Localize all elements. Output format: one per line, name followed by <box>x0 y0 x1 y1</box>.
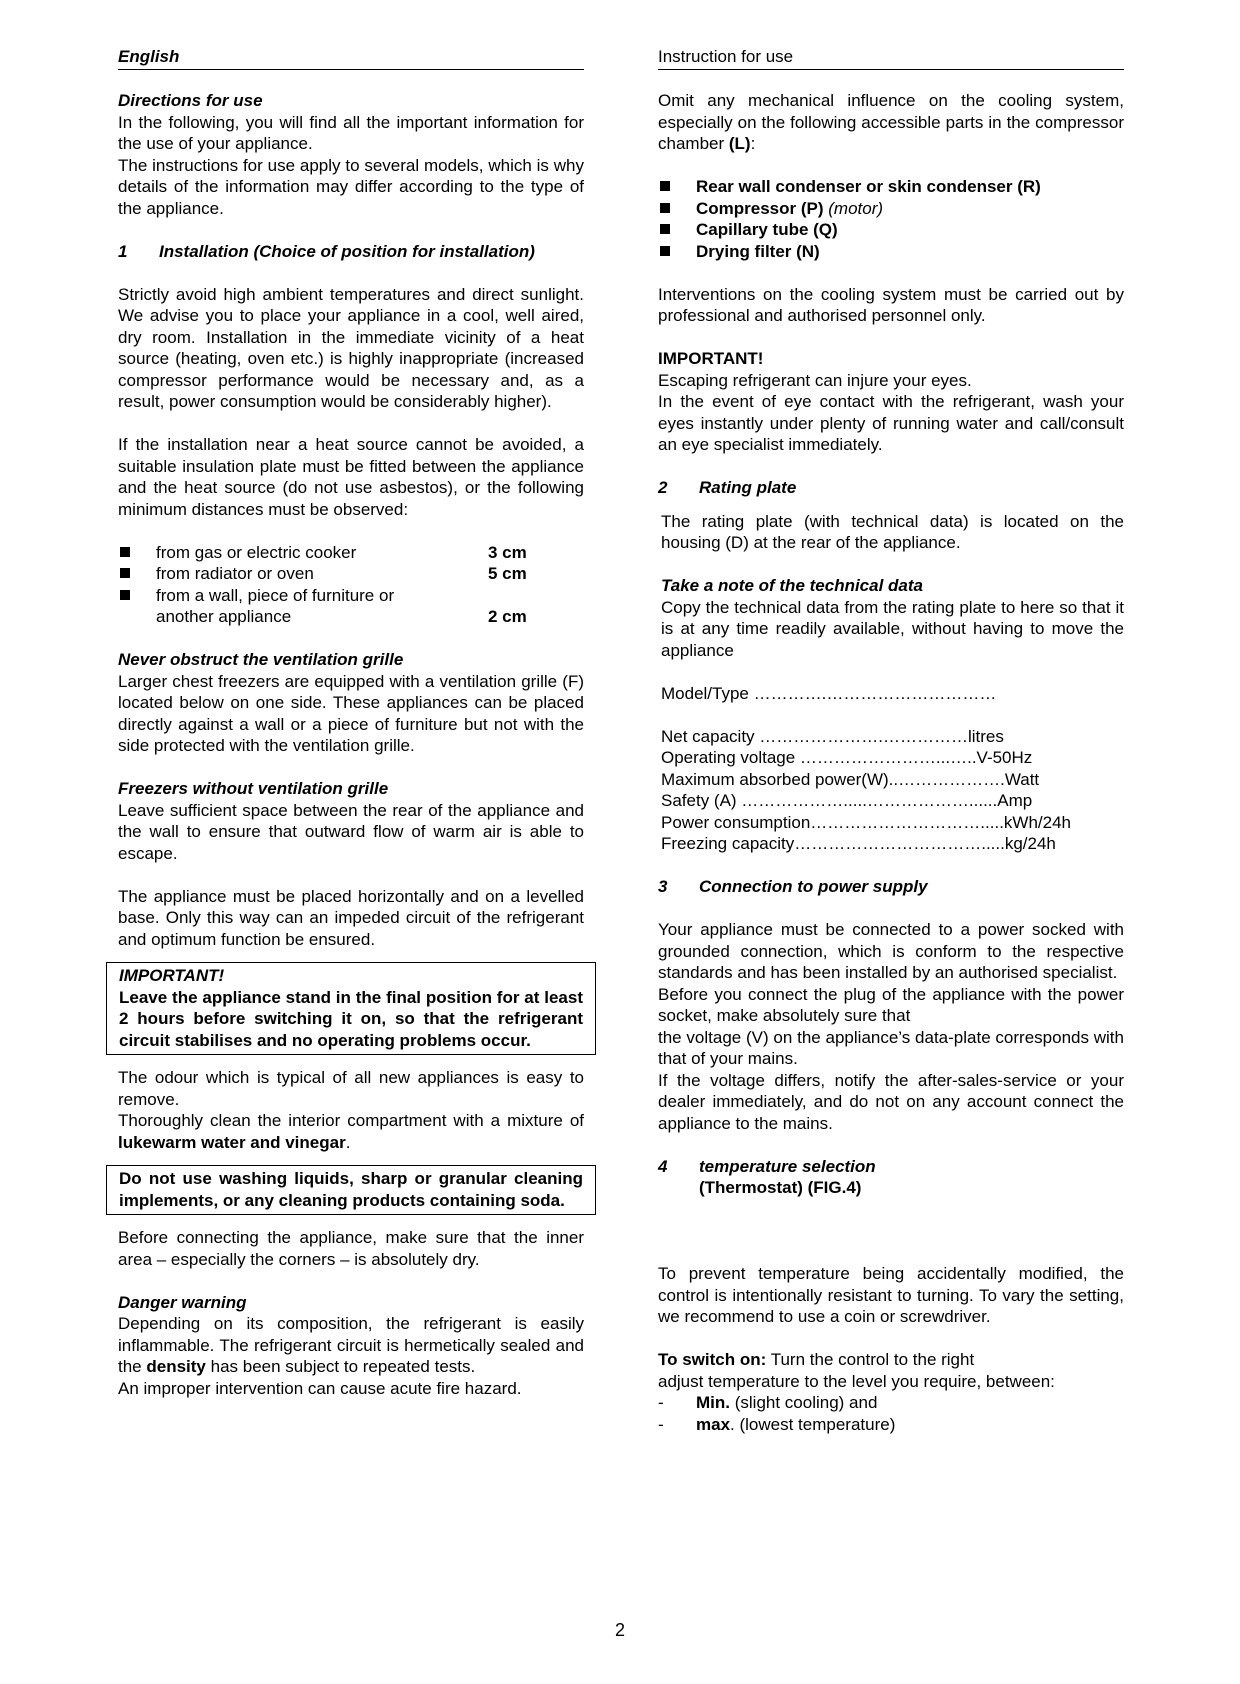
section-3-number: 3 <box>658 877 668 896</box>
important-box <box>106 962 596 1055</box>
danger-title: Danger warning <box>118 1292 247 1312</box>
switch-on-line: To switch on: Turn the control to the right <box>658 1350 975 1369</box>
important-paragraph-1: Escaping refrigerant can injure your eyes. <box>658 370 972 390</box>
document-header: Instruction for use <box>658 46 1124 70</box>
tech-line-safety: Safety (A) ……………….....………………......Amp <box>661 791 1033 810</box>
list-item <box>118 606 584 628</box>
tech-line-power: Maximum absorbed power(W)..……………….Watt <box>661 769 1040 789</box>
section-1-number: 1 <box>118 241 128 261</box>
list-item <box>118 542 584 564</box>
dry-paragraph: Before connecting the appliance, make sure that the inner area – especially the corners – is absolutely dry. <box>118 1228 584 1269</box>
page-number: 2 <box>614 1620 625 1640</box>
rating-plate-paragraph: The rating plate (with technical data) is located on the housing (D) at the rear of the appliance. <box>661 511 1124 552</box>
tech-line-freezing: Freezing capacity…………………………….....kg/24h <box>661 834 1056 853</box>
right-column <box>658 46 1124 1435</box>
section-4-title: temperature selection <box>699 1156 876 1176</box>
interventions-paragraph: Interventions on the cooling system must be carried out by professional and authorised personnel only. <box>658 284 1124 325</box>
levelling-paragraph: The appliance must be placed horizontally and on a levelled base. Only this way can an impeded circuit of the refrigerant and optimum function be ensured. <box>118 886 584 949</box>
connection-paragraph-1: Your appliance must be connected to a power socked with grounded connection, which is conform to the respective standards and has been installed by an authorised specialist. <box>658 920 1124 982</box>
directions-paragraph-2: The instructions for use apply to several models, which is why details of the information may differ according to the type of the appliance. <box>118 155 584 218</box>
list-item <box>118 563 584 585</box>
section-2-heading <box>658 477 1124 499</box>
connection-paragraph-3: If the voltage differs, notify the after-sales-service or your dealer immediately, and do not on any account connect the appliance to the mains. <box>658 1070 1124 1133</box>
list-item <box>118 585 584 607</box>
no-ventilation-title: Freezers without ventilation grille <box>118 779 389 798</box>
distance-value: 3 cm <box>488 542 527 562</box>
technical-data-paragraph: Copy the technical data from the rating plate to here so that it is at any time readily available, without having to move the appliance <box>661 597 1124 660</box>
bullet-square-icon <box>658 198 696 220</box>
thermostat-paragraph: To prevent temperature being accidentally modified, the control is intentionally resistant to turning. To vary the setting, we recommend to use a coin or screwdriver. <box>658 1264 1124 1326</box>
odour-paragraph-2: Thoroughly clean the interior compartment with a mixture of lukewarm water and vinegar. <box>118 1111 584 1152</box>
omit-paragraph: Omit any mechanical influence on the cooling system, especially on the following accessible parts in the compressor chamber (L): <box>658 91 1124 153</box>
section-1-title: Installation (Choice of position for installation) <box>159 241 535 261</box>
tech-line-voltage: Operating voltage ……………………...…..V-50Hz <box>661 748 1033 767</box>
distance-label: from a wall, piece of furniture or <box>156 585 395 605</box>
tech-line-net-capacity: Net capacity ………………….……………litres <box>661 726 1004 746</box>
adjust-line: adjust temperature to the level you require, between: <box>658 1371 1055 1391</box>
list-item: - max. (lowest temperature) <box>658 1414 896 1434</box>
section-2-number: 2 <box>658 478 668 497</box>
installation-paragraph-1: Strictly avoid high ambient temperatures and direct sunlight. We advise you to place your appliance in a cool, well aired, dry room. Installation in the immediate vicinity of a heat source (heating, oven etc.) is highly inappropriate (increased compressor performance would be necessary and, as a result, power consumption would be considerably higher). <box>118 284 584 411</box>
section-3-title: Connection to power supply <box>699 877 928 896</box>
bullet-square-icon <box>118 585 156 607</box>
bullet-square-icon <box>658 219 696 241</box>
section-4-subtitle: (Thermostat) (FIG.4) <box>699 1178 862 1197</box>
model-type-line: Model/Type ………….………………………… <box>661 683 997 703</box>
distance-label: another appliance <box>156 607 292 626</box>
connection-paragraph-2a: Before you connect the plug of the appliance with the power socket, make absolutely sure that <box>658 984 1124 1025</box>
distance-label: from radiator or oven <box>156 564 314 583</box>
connection-paragraph-2b: the voltage (V) on the appliance’s data-plate corresponds with that of your mains. <box>658 1027 1124 1068</box>
bullet-square-icon <box>118 563 156 585</box>
tech-line-consumption: Power consumption………………………….....kWh/24h <box>661 812 1072 832</box>
distance-value: 2 cm <box>488 607 527 626</box>
thermostat-options <box>658 1392 1124 1435</box>
important-title: IMPORTANT! <box>658 349 764 368</box>
parts-list <box>658 176 1124 262</box>
list-item: Compressor (P) (motor) <box>658 198 1124 220</box>
odour-paragraph-1: The odour which is typical of all new appliances is easy to remove. <box>118 1068 584 1109</box>
important-title: IMPORTANT! <box>119 966 225 985</box>
distance-list <box>118 542 584 628</box>
distance-label: from gas or electric cooker <box>156 542 357 562</box>
left-column <box>118 46 584 1399</box>
danger-paragraph-2: An improper intervention can cause acute fire hazard. <box>118 1378 522 1398</box>
distance-value: 5 cm <box>488 564 527 583</box>
bullet-square-icon <box>658 176 696 198</box>
installation-paragraph-2: If the installation near a heat source cannot be avoided, a suitable insulation plate must be fitted between the appliance and the heat source (do not use asbestos), or the following minimum distances must be observed: <box>118 435 584 519</box>
ventilation-title: Never obstruct the ventilation grille <box>118 650 404 669</box>
language-header: English <box>118 46 584 70</box>
section-1-heading <box>118 241 584 263</box>
section-4-heading <box>658 1156 1124 1178</box>
bullet-square-icon <box>118 542 156 564</box>
list-item: Rear wall condenser or skin condenser (R) <box>658 176 1124 198</box>
directions-title: Directions for use <box>118 91 263 110</box>
technical-data-title: Take a note of the technical data <box>661 576 923 595</box>
important-paragraph-2: In the event of eye contact with the refrigerant, wash your eyes instantly under plenty of running water and call/consult an eye specialist immediately. <box>658 392 1124 454</box>
list-item: - Min. (slight cooling) and <box>658 1393 878 1412</box>
washing-warning-box <box>106 1165 596 1215</box>
section-2-title: Rating plate <box>699 478 797 497</box>
no-ventilation-paragraph: Leave sufficient space between the rear of the appliance and the wall to ensure that outward flow of warm air is able to escape. <box>118 800 584 863</box>
important-text: Leave the appliance stand in the final position for at least 2 hours before switching it on, so that the refrigerant circuit stabilises and no operating problems occur. <box>119 987 583 1050</box>
ventilation-paragraph: Larger chest freezers are equipped with a ventilation grille (F) located below on one side. These appliances can be placed directly against a wall or a piece of furniture but not with the side protected with the ventilation grille. <box>118 671 584 755</box>
directions-paragraph-1: In the following, you will find all the important information for the use of your appliance. <box>118 112 584 153</box>
section-3-heading <box>658 876 1124 898</box>
danger-paragraph-1: Depending on its composition, the refrigerant is easily inflammable. The refrigerant circuit is hermetically sealed and the density has been subject to repeated tests. <box>118 1314 584 1376</box>
list-item: Drying filter (N) <box>658 241 1124 263</box>
washing-warning-text: Do not use washing liquids, sharp or granular cleaning implements, or any cleaning products containing soda. <box>119 1169 583 1210</box>
list-item: Capillary tube (Q) <box>658 219 1124 241</box>
bullet-square-icon <box>658 241 696 263</box>
section-4-number: 4 <box>658 1156 668 1176</box>
